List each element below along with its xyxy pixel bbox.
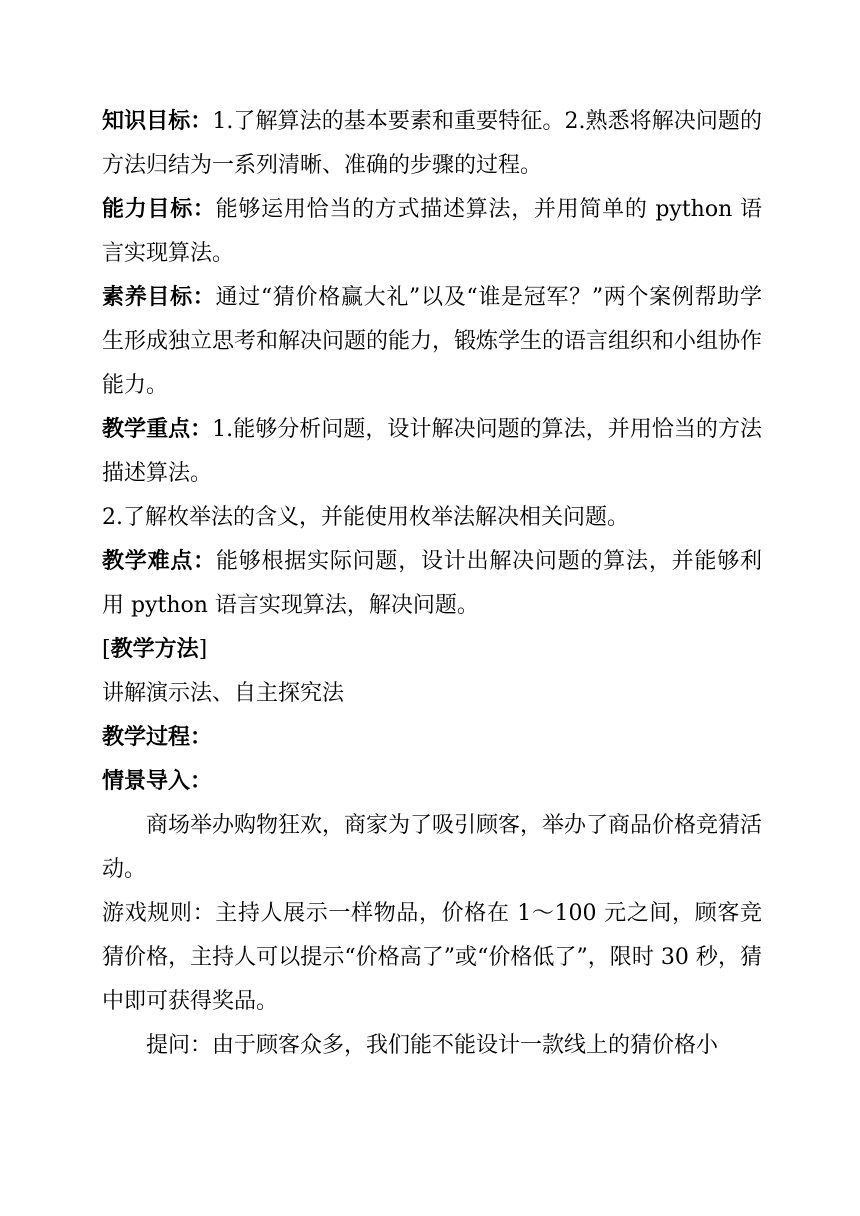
method-text: 讲解演示法、自主探究法 (102, 681, 345, 706)
key-points-2-text: 2.了解枚举法的含义，并能使用枚举法解决相关问题。 (102, 505, 629, 530)
document-body (102, 100, 762, 1068)
scenario-text-paragraph (102, 804, 762, 892)
scenario-heading: 情景导入： (102, 769, 213, 794)
literacy-goal-text: 通过“猜价格赢大礼”以及“谁是冠军？”两个案例帮助学生形成独立思考和解决问题的能力，锻炼学生的语言组织和小组协作能力。 (102, 285, 763, 398)
game-rules-paragraph (102, 892, 762, 1024)
method-bracket-open: [ (102, 637, 111, 662)
question-text: 提问：由于顾客众多，我们能不能设计一款线上的猜价格小 (146, 1033, 719, 1058)
method-heading: 教学方法 (110, 637, 199, 662)
difficulties-paragraph (102, 540, 762, 628)
difficulties-heading: 教学难点： (102, 549, 216, 574)
game-rules-text: 游戏规则：主持人展示一样物品，价格在 1～100 元之间，顾客竞猜价格，主持人可以提示“价格高了”或“价格低了”，限时 30 秒，猜中即可获得奖品。 (102, 901, 762, 1014)
knowledge-goal-heading: 知识目标： (102, 109, 213, 134)
difficulties-text: 能够根据实际问题，设计出解决问题的算法，并能够利用 python 语言实现算法，解决问题。 (102, 549, 762, 618)
method-bracket-close: ] (198, 637, 208, 662)
knowledge-goal-paragraph (102, 100, 762, 188)
key-points-text: 1.能够分析问题，设计解决问题的算法，并用恰当的方法描述算法。 (102, 417, 762, 486)
process-heading-paragraph (102, 716, 762, 760)
method-heading-paragraph (102, 628, 762, 672)
ability-goal-paragraph (102, 188, 762, 276)
scenario-heading-paragraph (102, 760, 762, 804)
knowledge-goal-text: 1.了解算法的基本要素和重要特征。2.熟悉将解决问题的方法归结为一系列清晰、准确的步骤的过程。 (102, 109, 762, 178)
literacy-goal-paragraph (102, 276, 762, 408)
process-heading: 教学过程： (102, 725, 213, 750)
question-paragraph (102, 1024, 762, 1068)
ability-goal-text: 能够运用恰当的方式描述算法，并用简单的 python 语言实现算法。 (102, 197, 762, 266)
key-points-paragraph (102, 408, 762, 496)
scenario-text: 商场举办购物狂欢，商家为了吸引顾客，举办了商品价格竞猜活动。 (102, 813, 763, 882)
key-points-2-paragraph (102, 496, 762, 540)
method-text-paragraph (102, 672, 762, 716)
literacy-goal-heading: 素养目标： (102, 285, 216, 310)
ability-goal-heading: 能力目标： (102, 197, 216, 222)
key-points-heading: 教学重点： (102, 417, 213, 442)
